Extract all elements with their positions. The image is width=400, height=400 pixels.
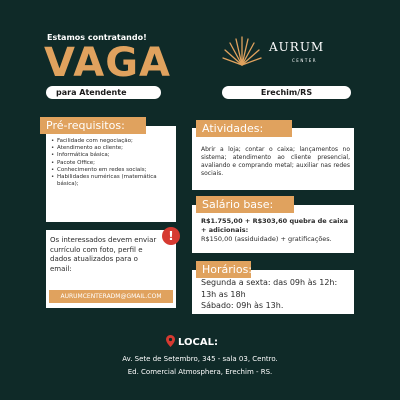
city-pill: Erechim/RS	[222, 86, 351, 99]
hours-text	[201, 277, 352, 312]
list-item: • Conhecimento em redes sociais;	[51, 167, 173, 174]
activities-text: Abrir a loja; contar o caixa; lançamentos no sistema; atendimento ao cliente presencial, avaliando e comprando metal; auxiliar nas redes sociais.	[201, 146, 350, 177]
requirements-title: Pré-requisitos:	[40, 117, 146, 134]
salary-main: R$1.755,00 + R$303,60 quebra de caixa + adicionais:	[201, 217, 349, 234]
hours-weekday: Segunda a sexta: das 09h às 12h: 13h as 18h	[201, 278, 338, 299]
role-pill: para Atendente	[46, 86, 161, 99]
hiring-heading: Estamos contratando!	[47, 33, 147, 42]
address-line-1: Av. Sete de Setembro, 345 - sala 03, Centro.	[122, 355, 278, 363]
logo-subtitle: CENTER	[292, 58, 318, 63]
email-link[interactable]: AURUMCENTERADM@GMAIL.COM	[49, 290, 173, 303]
list-item: • Pacote Office;	[51, 160, 173, 167]
sunburst-icon	[222, 35, 262, 67]
requirements-list	[51, 138, 173, 188]
list-item: • Atendimento ao cliente;	[51, 145, 173, 152]
salary-title: Salário base:	[196, 196, 294, 213]
activities-title: Atividades:	[196, 120, 292, 137]
address-line-2: Ed. Comercial Atmosphera, Erechim - RS.	[127, 368, 273, 376]
vaga-title: VAGA	[44, 40, 171, 86]
logo-name: AURUM	[269, 40, 325, 54]
aurum-logo	[222, 30, 352, 74]
apply-text: Os interessados devem enviar currículo com foto, perfil e dados atualizados para o email:	[50, 236, 157, 273]
location-pin-icon	[166, 335, 175, 347]
salary-extra: R$150,00 (assiduidade) + gratificações.	[201, 235, 332, 243]
alert-icon: !	[162, 227, 180, 245]
hours-title: Horários:	[196, 261, 251, 278]
location-title: LOCAL:	[178, 337, 218, 348]
list-item: • Informática básica;	[51, 152, 173, 159]
salary-text	[201, 217, 352, 244]
list-item: • Habilidades numéricas (matemática básica);	[51, 174, 173, 188]
list-item: • Facilidade com negociação;	[51, 138, 173, 145]
hours-saturday: Sábado: 09h às 13h.	[201, 301, 284, 310]
